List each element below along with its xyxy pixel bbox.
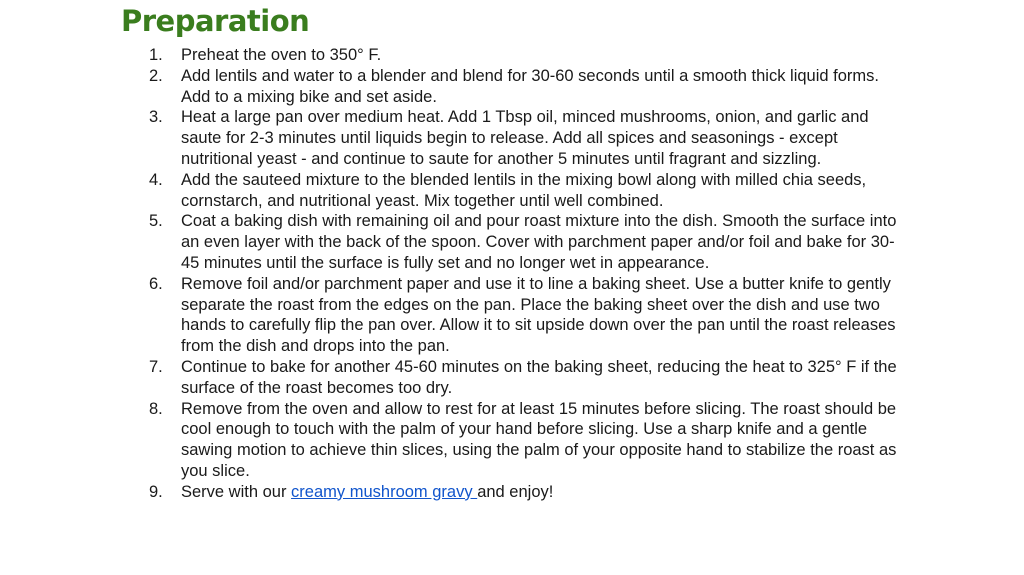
step-number: 8. — [149, 399, 163, 418]
step-number: 2. — [149, 66, 163, 85]
step-number: 9. — [149, 482, 163, 501]
step-6 — [149, 274, 901, 357]
step-number: 5. — [149, 212, 163, 231]
step-text: Coat a baking dish with remaining oil and pour roast mixture into the dish. Smooth the surface into an even layer with the back of the spoon. Cover with parchment paper and/or foil and bake for 30-45 minutes until the surface is fully set and no longer wet in appearance. — [181, 212, 897, 272]
step-9 — [149, 482, 901, 503]
step-4 — [149, 170, 901, 212]
step-text: Add lentils and water to a blender and blend for 30-60 seconds until a smooth thick liquid forms. Add to a mixing bike and set aside. — [181, 66, 879, 106]
step-text: Remove foil and/or parchment paper and use it to line a baking sheet. Use a butter knife to gently separate the roast from the edges on the pan. Place the baking sheet over the dish and use two hands to carefully flip the pan over. Allow it to sit upside down over the pan until the roast releases from the dish and drops into the pan. — [181, 274, 896, 356]
preparation-steps-list — [149, 45, 901, 503]
step-text-after: and enjoy! — [477, 482, 554, 501]
step-text: Heat a large pan over medium heat. Add 1 Tbsp oil, minced mushrooms, onion, and garlic and saute for 2-3 minutes until liquids begin to release. Add all spices and seasonings - except nutritional yeast - and continue to saute for another 5 minutes until fragrant and sizzling. — [181, 108, 869, 168]
step-number: 6. — [149, 274, 163, 293]
step-2 — [149, 66, 901, 108]
step-text: Preheat the oven to 350° F. — [181, 46, 382, 64]
step-number: 3. — [149, 108, 163, 127]
step-3 — [149, 107, 901, 169]
step-text-before: Serve with our — [181, 482, 292, 501]
step-8 — [149, 399, 901, 482]
step-text: Continue to bake for another 45-60 minutes on the baking sheet, reducing the heat to 325° F if the surface of the roast becomes too dry. — [181, 357, 897, 397]
step-7 — [149, 357, 901, 399]
step-5 — [149, 211, 901, 273]
step-number: 4. — [149, 170, 163, 189]
creamy-mushroom-gravy-link[interactable]: creamy mushroom gravy — [291, 482, 478, 501]
step-text: Remove from the oven and allow to rest for at least 15 minutes before slicing. The roast should be cool enough to touch with the palm of your hand before slicing. Use a sharp knife and a gentle sawing motion to achieve thin slices, using the palm of your opposite hand to stabilize the roast as you slice. — [181, 399, 897, 480]
step-number: 7. — [149, 357, 163, 376]
page-title: Preparation — [121, 4, 310, 38]
step-number: 1. — [149, 46, 163, 64]
step-1 — [149, 45, 901, 66]
step-text: Add the sauteed mixture to the blended lentils in the mixing bowl along with milled chia seeds, cornstarch, and nutritional yeast. Mix together until well combined. — [181, 170, 867, 210]
